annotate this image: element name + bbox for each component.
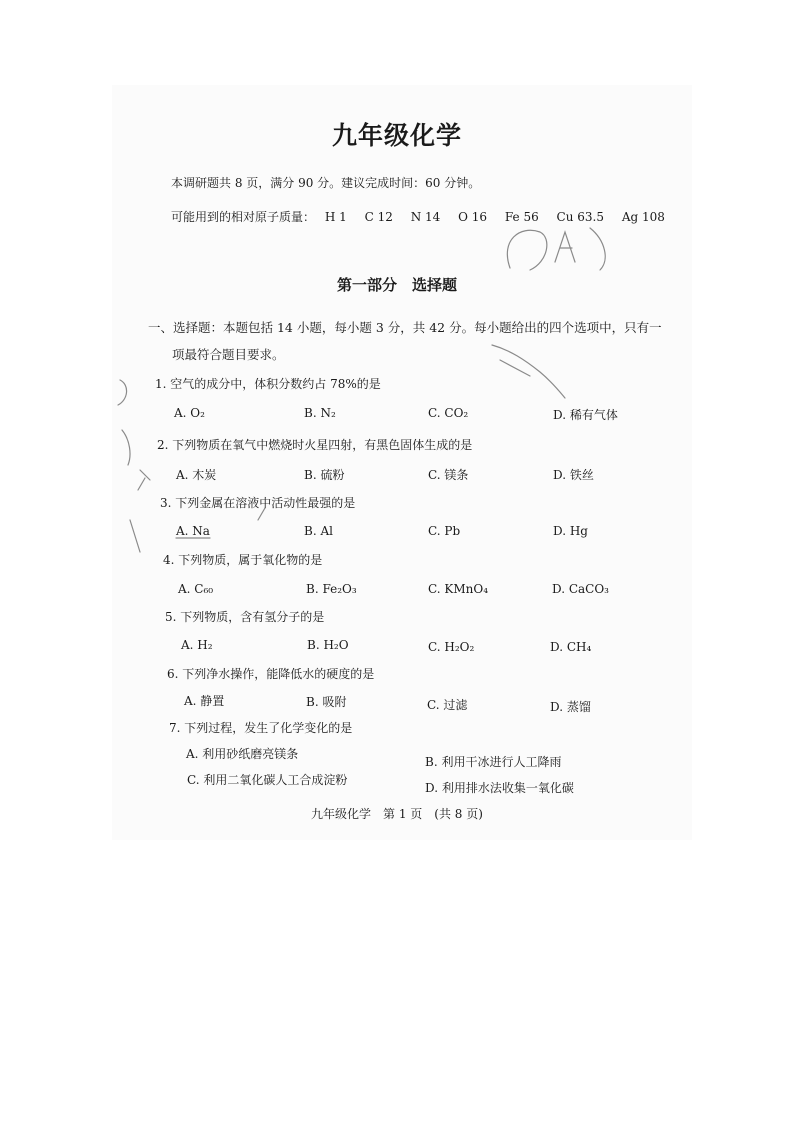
option-d: D. 稀有气体 <box>553 408 618 422</box>
option-a: A. 静置 <box>184 694 225 708</box>
atomic-mass-item: N 14 <box>410 210 441 224</box>
option-d: D. 蒸馏 <box>550 700 591 714</box>
option-b: B. 吸附 <box>306 695 347 709</box>
atomic-mass-item: H 1 <box>324 210 347 224</box>
page-footer: 九年级化学 第 1 页 (共 8 页) <box>311 807 483 821</box>
atomic-mass-line <box>171 208 679 225</box>
option-c: C. CO₂ <box>428 406 469 420</box>
atomic-mass-item: C 12 <box>364 210 393 224</box>
atomic-mass-item: Fe 56 <box>504 210 539 224</box>
atomic-mass-item: Cu 63.5 <box>556 210 604 224</box>
question-stem: 5. 下列物质，含有氢分子的是 <box>165 610 325 624</box>
option-b: B. N₂ <box>304 406 336 420</box>
option-c: C. H₂O₂ <box>428 640 475 654</box>
option-c: C. 镁条 <box>428 468 469 482</box>
atomic-mass-item: O 16 <box>458 210 488 224</box>
question-stem: 3. 下列金属在溶液中活动性最强的是 <box>160 496 356 510</box>
option-a: A. H₂ <box>181 638 213 652</box>
option-d: D. CH₄ <box>550 640 592 654</box>
question-stem: 7. 下列过程，发生了化学变化的是 <box>169 721 353 735</box>
question-stem: 6. 下列净水操作，能降低水的硬度的是 <box>167 667 375 681</box>
section-title: 第一部分 选择题 <box>336 276 457 294</box>
instructions-line-2: 项最符合题目要求。 <box>172 347 285 362</box>
option-a: A. O₂ <box>174 406 205 420</box>
option-d: D. CaCO₃ <box>552 582 609 596</box>
option-b: B. 利用干冰进行人工降雨 <box>425 755 562 769</box>
intro-text: 本调研题共 8 页，满分 90 分。建议完成时间：60 分钟。 <box>171 176 481 190</box>
option-b: B. H₂O <box>307 638 349 652</box>
atomic-mass-label: 可能用到的相对原子质量： <box>171 210 316 224</box>
option-c: C. 过滤 <box>427 698 468 712</box>
option-b: B. Al <box>304 524 333 538</box>
option-c: C. 利用二氧化碳人工合成淀粉 <box>187 773 348 787</box>
option-a: A. C₆₀ <box>178 582 214 596</box>
question-stem: 4. 下列物质，属于氧化物的是 <box>163 553 323 567</box>
instructions-line-1: 一、选择题：本题包括 14 小题，每小题 3 分，共 42 分。每小题给出的四个选项中，只有一 <box>148 320 662 335</box>
question-stem: 2. 下列物质在氧气中燃烧时火星四射，有黑色固体生成的是 <box>157 438 473 452</box>
question-stem: 1. 空气的成分中，体积分数约占 78%的是 <box>155 377 381 391</box>
option-c: C. KMnO₄ <box>428 582 489 596</box>
page-title: 九年级化学 <box>331 121 462 150</box>
option-d: D. Hg <box>553 524 588 538</box>
option-a: A. 利用砂纸磨亮镁条 <box>186 747 299 761</box>
option-a: A. Na <box>176 524 210 538</box>
option-d: D. 利用排水法收集一氧化碳 <box>425 781 574 795</box>
option-a: A. 木炭 <box>176 468 217 482</box>
option-b: B. 硫粉 <box>304 468 345 482</box>
option-b: B. Fe₂O₃ <box>306 582 357 596</box>
option-c: C. Pb <box>428 524 461 538</box>
atomic-mass-item: Ag 108 <box>621 210 665 224</box>
option-d: D. 铁丝 <box>553 468 594 482</box>
